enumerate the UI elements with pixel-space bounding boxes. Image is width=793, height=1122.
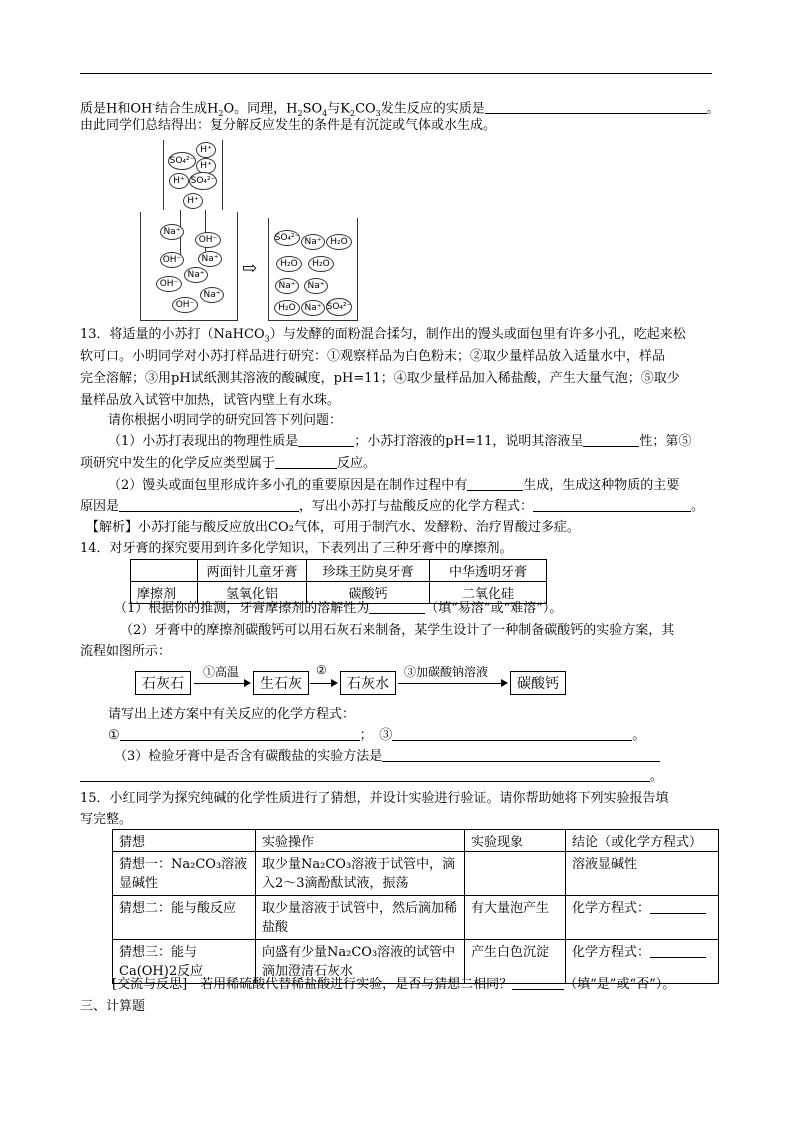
reaction-arrow: ⇨ [242,258,258,279]
section-3-heading: 三、计算题 [80,999,146,1014]
table-cell: 二氧化硅 [430,582,547,604]
q13-part1 [108,433,691,451]
table-cell: 碳酸钙 [307,582,430,604]
q14-equations [108,727,645,745]
q13-part1-cont [80,455,376,473]
ion: H⁺ [183,193,203,209]
ion: H⁺ [169,173,189,189]
answer-blank[interactable] [382,748,660,762]
table-cell: 猜想一：Na₂CO₃溶液显碱性 [113,852,256,896]
table-row [113,830,719,852]
ion: H₂O [308,256,334,272]
q13-part2 [108,477,679,495]
q13-text: ，写出小苏打与盐酸反应的化学方程式： [299,499,534,514]
ion: SO₄²⁻ [274,230,300,246]
punct: 。 [706,101,720,117]
q13-line-2: 软可口。小明同学对小苏打样品进行研究：①观察样品为白色粉末；②取少量样品放入适量水中，样品 [80,349,666,364]
ion: SO₄²⁻ [168,152,196,170]
header-rule [80,73,712,74]
table-cell [131,560,198,582]
table-cell: 珍珠王防臭牙膏 [307,560,430,582]
flow-box: 石灰石 [135,671,191,695]
flow-step: ② [316,663,327,677]
q13-text: （2）馒头或面包里形成许多小孔的重要原因是在制作过程中有 [108,478,468,493]
q14-title: 14．对牙膏的探究要用到许多化学知识，下表列出了三种牙膏中的摩擦剂。 [80,541,513,556]
intro-text: SO [302,101,323,117]
table-cell: 产生白色沉淀 [465,940,566,984]
answer-blank[interactable] [650,944,706,958]
answer-blank[interactable] [298,433,354,447]
flow-step: ①高温 [203,665,240,679]
q14-part3-cont [80,768,663,786]
q13-text: 13．将适量的小苏打（NaHCO [80,327,265,342]
intro-text: O。同理，H [223,101,298,117]
ion: H₂O [274,300,300,316]
ion: H⁺ [196,158,216,174]
table-cell: 向盛有少量Na₂CO₃溶液的试管中滴加澄清石灰水 [256,940,465,984]
answer-blank[interactable] [583,433,639,447]
q13-line-1: 13．将适量的小苏打（NaHCO$_3$）与发酵的面粉混合揉匀，制作出的馒头或面包里有许多小孔，吃起来松 [80,327,686,344]
q14-part1 [114,600,562,618]
q15-title-2: 写完整。 [80,812,133,827]
intro-text: 发生反应的实质是 [380,101,485,117]
ion: Na⁺ [304,278,328,294]
q13-text: 生成，生成这种物质的主要 [523,478,680,493]
flow-box: 石灰水 [340,671,396,695]
answer-blank[interactable] [369,600,425,614]
intro-line-1: 质是H和OH-结合生成$H_2O$。同理，$H_2SO_4$与$K_2CO_3$发生反应的实质是 。 [80,100,720,118]
q14-text: （填“易溶”或“难溶”）。 [425,601,563,616]
answer-blank[interactable] [80,768,650,782]
concl-text: 化学方程式： [572,945,651,960]
q15-table [112,829,719,984]
table-cell: 氢氧化铝 [198,582,307,604]
ion: SO₄²⁻ [189,172,217,190]
ion: Na⁺ [160,224,184,240]
q13-text: ；小苏打溶液的pH=11，说明其溶液呈 [354,434,584,449]
concl-text: 化学方程式： [572,901,651,916]
table-row [113,896,719,940]
table-cell: 有大量泡产生 [465,896,566,940]
q13-text: 性；第⑤ [639,434,692,449]
q13-prompt: 请你根据小明同学的研究回答下列问题： [108,413,343,428]
intro-text: 质是H和OH [80,101,153,117]
answer-blank[interactable] [533,498,691,512]
q13-text: ）与发酵的面粉混合揉匀，制作出的馒头或面包里有许多小孔，吃起来松 [269,327,686,342]
q14-part2-cont: 流程如图所示： [80,644,172,659]
intro-text: 结合生成H [155,101,219,117]
q14-text: （3）检验牙膏中是否含有碳酸盐的实验方法是 [114,749,383,764]
q13-line-3: 完全溶解；③用pH试纸测其溶液的酸碱度，pH=11；④取少量样品加入稀盐酸，产生大量气泡；⑤取少 [80,371,680,386]
ion: Na⁺ [200,287,224,303]
table-cell: 猜想二：能与酸反应 [113,896,256,940]
flow-arrow [310,683,336,684]
q15-reflection [112,976,675,994]
flow-box: 碳酸钙 [510,671,566,695]
q13-text: （1）小苏打表现出的物理性质是 [108,434,299,449]
ion: Na⁺ [301,300,325,316]
flow-arrow [398,683,506,684]
q13-line-4: 量样品放入试管中加热，试管内壁上有水珠。 [80,393,341,408]
answer-blank[interactable] [275,455,337,469]
ion: Na⁺ [275,278,299,294]
q13-text: 原因是 [80,499,120,514]
table-cell: 取少量Na₂CO₃溶液于试管中，滴入2～3滴酚酞试液，振荡 [256,852,465,896]
table-cell: 取少量溶液于试管中，然后滴加稀盐酸 [256,896,465,940]
table-cell: 结论（或化学方程式） [566,830,719,852]
answer-blank[interactable] [512,976,564,990]
table-row [113,852,719,896]
ion: Na⁺ [198,251,222,267]
intro-text: 与K [327,101,350,117]
ion: SO₄²⁻ [326,298,352,316]
ion: H₂O [326,234,352,250]
table-cell: 实验现象 [465,830,566,852]
answer-blank[interactable] [467,477,523,491]
table-cell: 猜想 [113,830,256,852]
q14-text: ； [359,728,367,743]
q15-title-1: 15．小红同学为探究纯碱的化学性质进行了猜想，并设计实验进行验证。请你帮助她将下列实验报告填 [80,791,669,806]
table-cell: 摩擦剂 [131,582,198,604]
intro-line-2: 由此同学们总结得出：复分解反应发生的条件是有沉淀或气体或水生成。 [80,118,497,133]
q13-text: 项研究中发生的化学反应类型属于 [80,456,276,471]
ion: OH⁻ [160,252,184,268]
ion: H⁺ [196,142,216,158]
table-cell [566,896,719,940]
q14-eq-prompt: 请写出上述方案中有关反应的化学方程式： [108,707,356,722]
q14-part2: （2）牙膏中的摩擦剂碳酸钙可以用石灰石来制备，某学生设计了一种制备碳酸钙的实验方案，其 [120,623,675,638]
table-cell: 溶液显碱性 [566,852,719,896]
flow-box: 生石灰 [253,671,309,695]
q14-text: （1）根据你的推测，牙膏摩擦剂的溶解性为 [114,601,370,616]
table-cell [465,852,566,896]
q14-part3 [114,748,660,766]
table-row [131,560,547,582]
ion: OH⁻ [172,297,198,313]
q13-text: 。 [691,499,705,514]
q13-text: 反应。 [337,456,377,471]
answer-blank[interactable] [485,100,707,114]
answer-blank[interactable] [119,498,299,512]
ion: Na⁺ [301,234,325,250]
q14-text: ③ [379,728,393,743]
flow-step: ③加碳酸钠溶液 [404,665,489,679]
q13-part2-cont [80,498,704,516]
q14-text: 。 [650,769,664,784]
table-cell: 中华透明牙膏 [430,560,547,582]
table-cell: 实验操作 [256,830,465,852]
ion: OH⁻ [156,276,182,292]
q15-text: [交流与反思] 若用稀硫酸代替稀盐酸进行实验，是否与猜想二相同？ [112,977,513,992]
q13-analysis: 【解析】小苏打能与酸反应放出CO₂气体，可用于制汽水、发酵粉、治疗胃酸过多症。 [86,520,580,535]
intro-text: CO [355,101,376,117]
ion: Na⁺ [184,267,208,283]
q14-text: ① [108,728,120,743]
q15-text: （填“是”或“否”）。 [564,977,676,992]
table-cell: 猜想三：能与Ca(OH)2反应 [113,940,256,984]
flow-arrow [194,683,249,684]
answer-blank[interactable] [650,900,706,914]
table-cell: 两面针儿童牙膏 [198,560,307,582]
answer-blank[interactable] [392,727,632,741]
q14-table [130,559,547,604]
answer-blank[interactable] [120,727,360,741]
ion: OH⁻ [195,232,221,248]
q14-text: 。 [632,728,646,743]
ion: H₂O [276,256,302,272]
